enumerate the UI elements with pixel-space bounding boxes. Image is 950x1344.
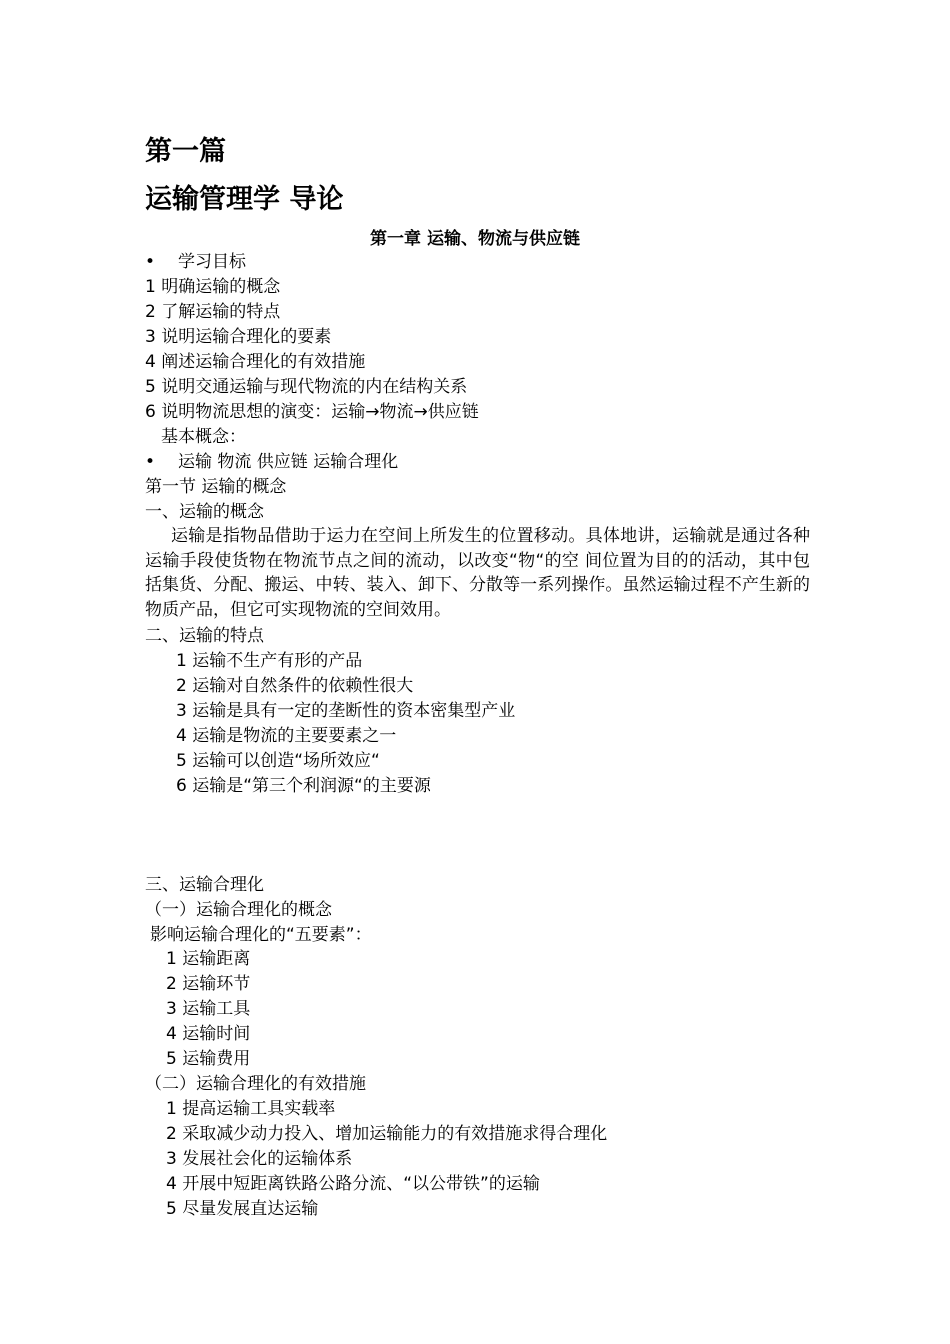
concepts-list: 运输 物流 供应链 运输合理化: [178, 452, 399, 472]
feature-item: 5 运输可以创造“场所效应“: [176, 751, 380, 771]
feature-item: 1 运输不生产有形的产品: [176, 651, 363, 671]
factors-heading: 影响运输合理化的“五要素”：: [150, 925, 372, 945]
measure-item: 5 尽量发展直达运输: [166, 1199, 319, 1219]
chapter-title-text: 第一章 运输、物流与供应链: [370, 229, 580, 249]
factor-item: 2 运输环节: [166, 974, 251, 994]
objective-item: 2 了解运输的特点: [145, 302, 281, 322]
feature-item: 6 运输是“第三个利润源“的主要源: [176, 776, 431, 796]
concepts-line: [145, 450, 398, 474]
subsection-title: （二）运输合理化的有效措施: [145, 1074, 366, 1094]
factor-item: 5 运输费用: [166, 1049, 251, 1069]
factor-item: 1 运输距离: [166, 949, 251, 969]
factor-item: 4 运输时间: [166, 1024, 251, 1044]
measure-item: 3 发展社会化的运输体系: [166, 1149, 353, 1169]
measure-item: 4 开展中短距离铁路公路分流、“以公带铁”的运输: [166, 1174, 540, 1194]
objective-item: 1 明确运输的概念: [145, 277, 281, 297]
factor-item: 3 运输工具: [166, 999, 251, 1019]
objective-item: 4 阐述运输合理化的有效措施: [145, 352, 366, 372]
objectives-heading: 学习目标: [178, 252, 246, 272]
feature-item: 2 运输对自然条件的依赖性很大: [176, 676, 414, 696]
measure-item: 1 提高运输工具实载率: [166, 1099, 336, 1119]
subsection-title: 一、运输的概念: [145, 502, 264, 522]
part-title: 第一篇: [145, 136, 226, 167]
concept-paragraph: 运输是指物品借助于运力在空间上所发生的位置移动。具体地讲，运输就是通过各种运输手段使货物在物流节点之间的流动，以改变“物“的空 间位置为目的的活动，其中包括集货、分配、搬运、中转、装入、卸下、分散等一系列操作。虽然运输过程不产生新的物质产品，但它可实现物流的空间效用。: [145, 526, 810, 620]
measure-item: 2 采取减少动力投入、增加运输能力的有效措施求得合理化: [166, 1124, 608, 1144]
objective-item: 5 说明交通运输与现代物流的内在结构关系: [145, 377, 468, 397]
section-title: 三、运输合理化: [145, 875, 264, 895]
book-title: 运输管理学 导论: [145, 184, 344, 215]
feature-item: 3 运输是具有一定的垄断性的资本密集型产业: [176, 701, 516, 721]
objective-item: 6 说明物流思想的演变：运输→物流→供应链: [145, 402, 479, 422]
objectives-heading-line: [145, 250, 246, 274]
concepts-heading: 基本概念：: [161, 427, 246, 447]
section-title: 第一节 运输的概念: [145, 477, 287, 497]
subsection-title: 二、运输的特点: [145, 626, 264, 646]
chapter-title: [0, 227, 950, 251]
bullet-icon: •: [145, 252, 156, 272]
objective-item: 3 说明运输合理化的要素: [145, 327, 332, 347]
feature-item: 4 运输是物流的主要要素之一: [176, 726, 397, 746]
subsection-title: （一）运输合理化的概念: [145, 900, 332, 920]
bullet-icon: •: [145, 452, 156, 472]
